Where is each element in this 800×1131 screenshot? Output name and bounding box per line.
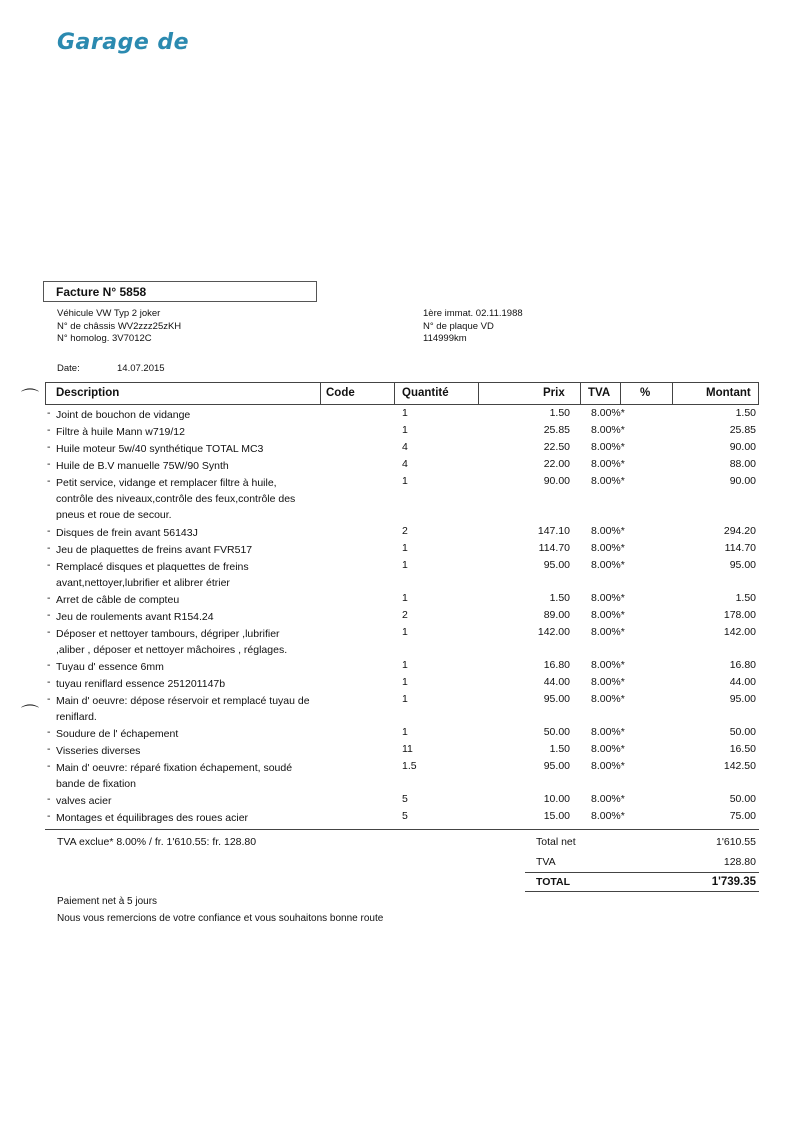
item-description: Visseries diverses	[56, 745, 141, 757]
item-amount: 1.50	[735, 407, 756, 419]
handwritten-tick-mark: ⌒	[21, 704, 39, 724]
column-divider	[580, 383, 581, 404]
item-amount: 178.00	[723, 609, 756, 621]
totals-bottom-rule	[525, 891, 759, 892]
item-vat: 8.00%*	[591, 760, 625, 772]
item-price: 142.00	[537, 626, 570, 638]
item-description: Huile de B.V manuelle 75W/90 Synth	[56, 460, 229, 472]
net-total-label: Total net	[536, 836, 576, 848]
table-row: - Remplacé disques et plaquettes de freins avant,nettoyer,lubrifier et alibrer étrier 1 95.00 8.00%* 95.00	[47, 559, 756, 589]
thank-you-note: Nous vous remercions de votre confiance et vous souhaitons bonne route	[57, 913, 384, 924]
header-montant: Montant	[706, 387, 751, 399]
table-row: - Huile moteur 5w/40 synthétique TOTAL MC3 4 22.50 8.00%* 90.00	[47, 441, 756, 455]
item-amount: 50.00	[729, 726, 756, 738]
item-amount: 44.00	[729, 676, 756, 688]
table-row: - Tuyau d' essence 6mm 1 16.80 8.00%* 16.80	[47, 659, 756, 673]
item-quantity: 4	[402, 458, 408, 470]
item-amount: 50.00	[729, 793, 756, 805]
table-bottom-rule	[45, 829, 759, 830]
vat-note: TVA exclue* 8.00% / fr. 1'610.55: fr. 128.80	[57, 836, 257, 848]
item-quantity: 1	[402, 726, 408, 738]
column-divider	[672, 383, 673, 404]
homologation-number: N° homolog. 3V7012C	[57, 333, 152, 344]
table-row: - Disques de frein avant 56143J 2 147.10 8.00%* 294.20	[47, 525, 756, 539]
item-vat: 8.00%*	[591, 407, 625, 419]
item-quantity: 1	[402, 626, 408, 638]
item-amount: 25.85	[729, 424, 756, 436]
item-price: 1.50	[549, 743, 570, 755]
item-price: 1.50	[549, 592, 570, 604]
table-row: - Main d' oeuvre: dépose réservoir et remplacé tuyau de reniflard. 1 95.00 8.00%* 95.00	[47, 693, 756, 723]
item-quantity: 1.5	[402, 760, 417, 772]
item-quantity: 1	[402, 659, 408, 671]
item-vat: 8.00%*	[591, 559, 625, 571]
invoice-date	[57, 363, 165, 374]
item-quantity: 11	[402, 743, 413, 755]
item-quantity: 1	[402, 592, 408, 604]
table-row: - Jeu de roulements avant R154.24 2 89.00 8.00%* 178.00	[47, 609, 756, 623]
item-amount: 88.00	[729, 458, 756, 470]
item-vat: 8.00%*	[591, 743, 625, 755]
header-description: Description	[56, 387, 120, 399]
item-quantity: 5	[402, 810, 408, 822]
item-description: tuyau reniflard essence 251201147b	[56, 678, 226, 690]
column-divider	[394, 383, 395, 404]
item-description: Jeu de roulements avant R154.24	[56, 611, 214, 623]
item-vat: 8.00%*	[591, 659, 625, 671]
table-row: - Visseries diverses 11 1.50 8.00%* 16.50	[47, 743, 756, 757]
table-row: - Filtre à huile Mann w719/12 1 25.85 8.00%* 25.85	[47, 424, 756, 438]
vat-total-value: 128.80	[723, 856, 756, 868]
item-amount: 294.20	[723, 525, 756, 537]
item-description: Tuyau d' essence 6mm	[56, 661, 164, 673]
item-price: 95.00	[543, 559, 570, 571]
item-price: 95.00	[543, 760, 570, 772]
item-price: 10.00	[543, 793, 570, 805]
item-amount: 142.50	[723, 760, 756, 772]
item-amount: 95.00	[729, 693, 756, 705]
header-tva: TVA	[588, 387, 611, 399]
item-quantity: 1	[402, 559, 408, 571]
item-price: 1.50	[549, 407, 570, 419]
totals-rule	[525, 872, 759, 873]
item-quantity: 1	[402, 407, 408, 419]
header-code: Code	[326, 387, 355, 399]
payment-terms: Paiement net à 5 jours	[57, 896, 158, 907]
table-row: - Arret de câble de compteu 1 1.50 8.00%* 1.50	[47, 592, 756, 606]
column-divider	[620, 383, 621, 404]
invoice-footer	[57, 893, 383, 927]
table-row: - Déposer et nettoyer tambours, dégriper ,lubrifier ,aliber , déposer et nettoyer mâchoires , réglages. 1 142.00 8.00%* 142.00	[47, 626, 756, 656]
item-amount: 95.00	[729, 559, 756, 571]
item-price: 25.85	[543, 424, 570, 436]
item-amount: 90.00	[729, 441, 756, 453]
table-header	[45, 382, 759, 405]
item-description: Main d' oeuvre: réparé fixation échapement, soudé bande de fixation	[56, 762, 293, 790]
item-price: 147.10	[537, 525, 570, 537]
item-description: Filtre à huile Mann w719/12	[56, 426, 185, 438]
item-vat: 8.00%*	[591, 458, 625, 470]
item-description: Arret de câble de compteu	[56, 594, 180, 606]
table-row: - Huile de B.V manuelle 75W/90 Synth 4 22.00 8.00%* 88.00	[47, 458, 756, 472]
item-price: 16.80	[543, 659, 570, 671]
item-price: 114.70	[538, 542, 570, 554]
net-total-value: 1'610.55	[716, 836, 756, 848]
plate-number: N° de plaque VD	[423, 320, 494, 332]
item-price: 44.00	[543, 676, 570, 688]
item-vat: 8.00%*	[591, 676, 625, 688]
item-vat: 8.00%*	[591, 609, 625, 621]
item-amount: 16.50	[729, 743, 756, 755]
item-amount: 90.00	[729, 475, 756, 487]
item-description: Soudure de l' échapement	[56, 728, 179, 740]
item-quantity: 5	[402, 793, 408, 805]
chassis-number: N° de châssis WV2zzz25zKH	[57, 320, 182, 332]
company-logo: Garage de	[57, 30, 190, 55]
item-description: Remplacé disques et plaquettes de freins avant,nettoyer,lubrifier et alibrer étrier	[56, 561, 249, 589]
table-row: - Jeu de plaquettes de freins avant FVR517 1 114.70 8.00%* 114.70	[47, 542, 756, 556]
item-quantity: 4	[402, 441, 408, 453]
column-divider	[478, 383, 479, 404]
item-price: 89.00	[543, 609, 570, 621]
column-divider	[320, 383, 321, 404]
item-vat: 8.00%*	[591, 424, 625, 436]
item-quantity: 2	[402, 525, 408, 537]
item-amount: 142.00	[723, 626, 756, 638]
header-quantite: Quantité	[402, 387, 449, 399]
item-price: 90.00	[543, 475, 570, 487]
item-amount: 1.50	[735, 592, 756, 604]
table-row: - Main d' oeuvre: réparé fixation échapement, soudé bande de fixation 1.5 95.00 8.00%* 142.50	[47, 760, 756, 790]
vehicle-model: Véhicule VW Typ 2 joker	[57, 308, 161, 319]
item-amount: 75.00	[729, 810, 756, 822]
item-description: Disques de frein avant 56143J	[56, 527, 198, 539]
table-row: - tuyau reniflard essence 251201147b 1 44.00 8.00%* 44.00	[47, 676, 756, 690]
item-description: Jeu de plaquettes de freins avant FVR517	[56, 544, 253, 556]
item-vat: 8.00%*	[591, 793, 625, 805]
item-description: Petit service, vidange et remplacer filtre à huile, contrôle des niveaux,contrôle des feux,contrôle des pneus et roue de secour.	[56, 477, 296, 521]
item-price: 15.00	[543, 810, 570, 822]
item-vat: 8.00%*	[591, 525, 625, 537]
item-quantity: 1	[402, 693, 408, 705]
vehicle-registration	[423, 308, 523, 346]
table-row: - Soudure de l' échapement 1 50.00 8.00%* 50.00	[47, 726, 756, 740]
table-row: - valves acier 5 10.00 8.00%* 50.00	[47, 793, 756, 807]
item-description: valves acier	[56, 795, 112, 807]
item-vat: 8.00%*	[591, 441, 625, 453]
invoice-items	[0, 407, 800, 827]
item-quantity: 2	[402, 609, 408, 621]
item-description: Montages et équilibrages des roues acier	[56, 812, 249, 824]
item-amount: 114.70	[724, 542, 756, 554]
item-price: 22.00	[543, 458, 570, 470]
item-price: 50.00	[543, 726, 570, 738]
item-description: Main d' oeuvre: dépose réservoir et remplacé tuyau de reniflard.	[56, 695, 310, 723]
table-row: - Petit service, vidange et remplacer filtre à huile, contrôle des niveaux,contrôle des feux,contrôle des pneus et roue de secour. 1 90.00 8.00%* 90.00	[47, 475, 756, 521]
table-row: - Joint de bouchon de vidange 1 1.50 8.00%* 1.50	[47, 407, 756, 421]
item-vat: 8.00%*	[591, 810, 625, 822]
item-quantity: 1	[402, 542, 408, 554]
item-quantity: 1	[402, 676, 408, 688]
item-vat: 8.00%*	[591, 626, 625, 638]
item-description: Huile moteur 5w/40 synthétique TOTAL MC3	[56, 443, 264, 455]
date-label: Date:	[57, 363, 80, 374]
item-quantity: 1	[402, 424, 408, 436]
item-vat: 8.00%*	[591, 592, 625, 604]
item-description: Joint de bouchon de vidange	[56, 409, 191, 421]
item-amount: 16.80	[729, 659, 756, 671]
item-vat: 8.00%*	[591, 542, 625, 554]
table-row: - Montages et équilibrages des roues acier 5 15.00 8.00%* 75.00	[47, 810, 756, 824]
header-percent: %	[640, 387, 651, 399]
grand-total-label: TOTAL	[536, 876, 571, 888]
item-price: 95.00	[543, 693, 570, 705]
vat-total-label: TVA	[536, 856, 556, 868]
handwritten-tick-mark: ⌒	[21, 388, 39, 408]
mileage: 114999km	[423, 333, 467, 344]
item-description: Déposer et nettoyer tambours, dégriper ,lubrifier ,aliber , déposer et nettoyer mâchoires , réglages.	[56, 628, 288, 656]
grand-total-value: 1'739.35	[711, 876, 756, 888]
item-quantity: 1	[402, 475, 408, 487]
item-price: 22.50	[543, 441, 570, 453]
date-value: 14.07.2015	[117, 363, 165, 374]
header-prix: Prix	[543, 387, 565, 399]
item-vat: 8.00%*	[591, 693, 625, 705]
item-vat: 8.00%*	[591, 726, 625, 738]
item-vat: 8.00%*	[591, 475, 625, 487]
first-registration: 1ère immat. 02.11.1988	[423, 308, 523, 319]
invoice-title: Facture N° 5858	[43, 281, 317, 302]
vehicle-info	[57, 308, 181, 346]
